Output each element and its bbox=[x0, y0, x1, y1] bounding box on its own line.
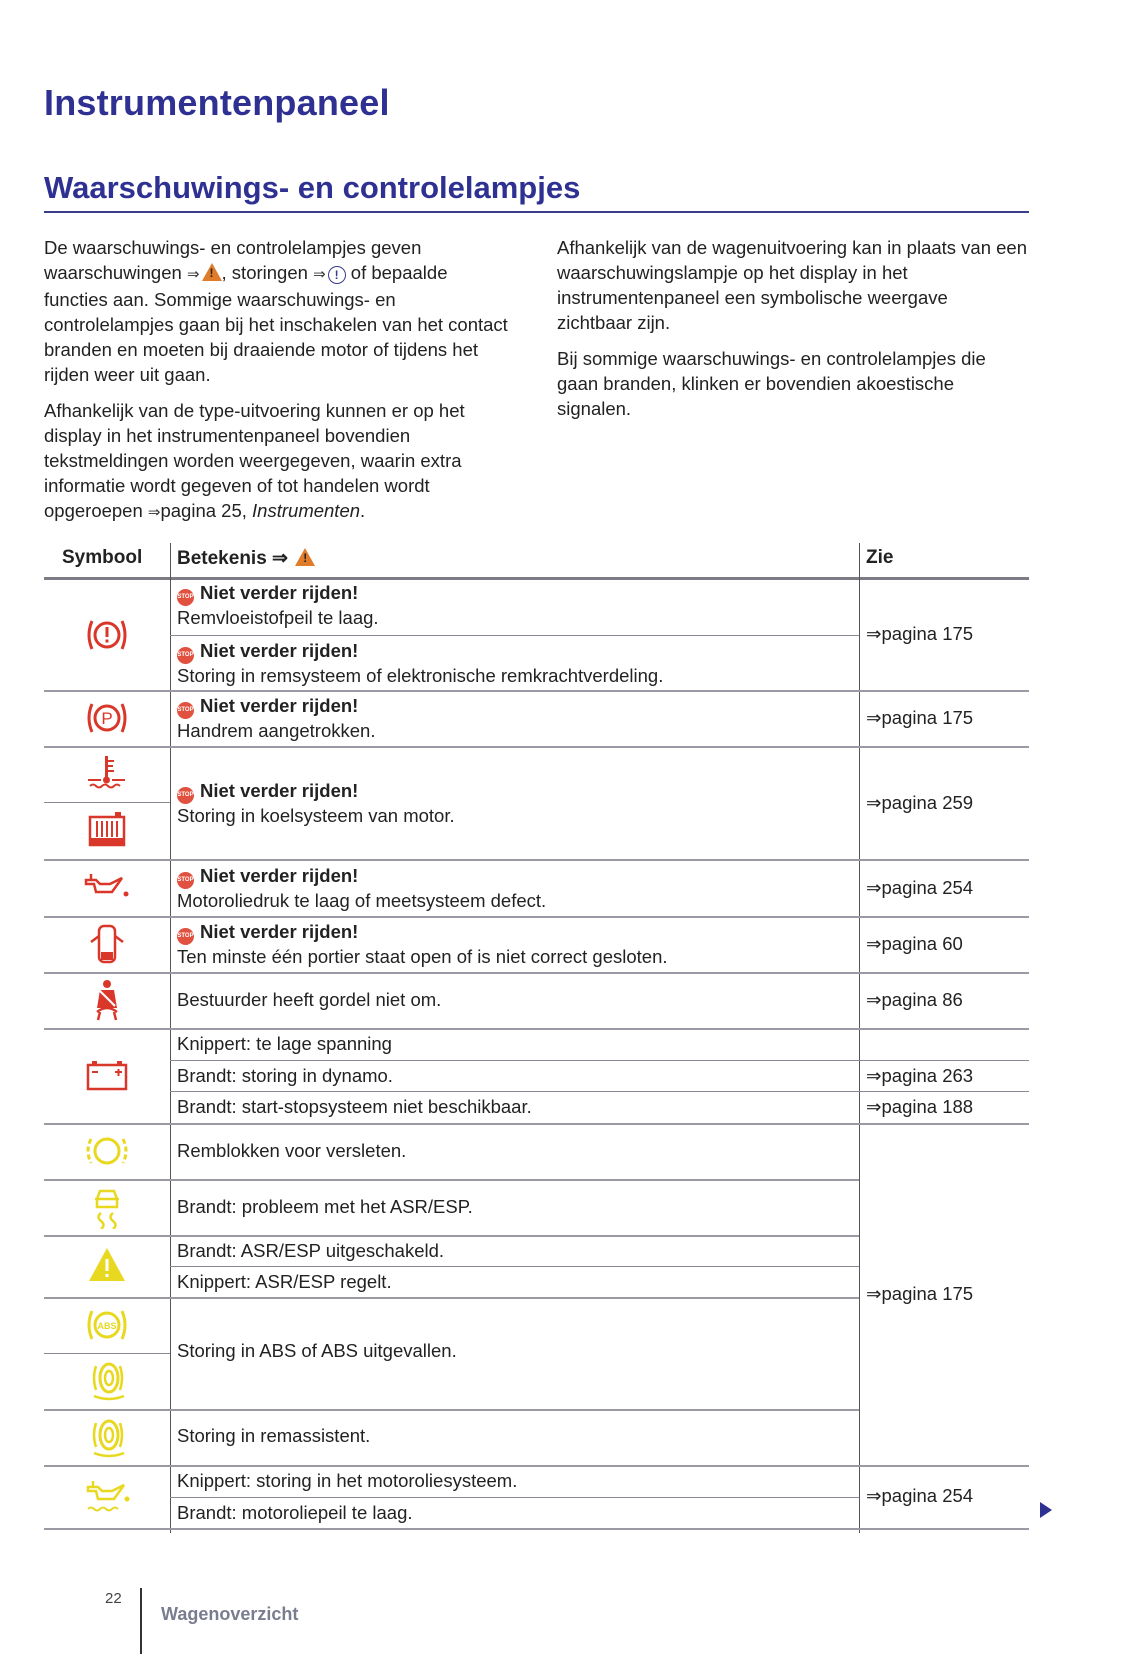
table-row-text: Storing in ABS of ABS uitgevallen. bbox=[177, 1340, 457, 1361]
table-row-text: Brandt: probleem met het ASR/ESP. bbox=[177, 1196, 473, 1217]
row-divider bbox=[44, 802, 170, 803]
chapter-title: Instrumentenpaneel bbox=[44, 82, 390, 123]
row-divider bbox=[170, 1091, 1029, 1092]
table-row-text: Storing in remsysteem of elektronische remkrachtverdeling. bbox=[177, 665, 664, 686]
row-divider bbox=[44, 859, 1029, 861]
coolant-radiator-icon bbox=[82, 808, 132, 852]
stop-icon: STOP bbox=[177, 702, 194, 719]
stop-icon: STOP bbox=[177, 872, 194, 889]
brake-pad-wear-icon bbox=[82, 1129, 132, 1173]
table-row-text: Knippert: storing in het motoroliesysteem. bbox=[177, 1470, 518, 1491]
stop-icon: STOP bbox=[177, 928, 194, 945]
page-reference-link[interactable]: ⇒pagina 60 bbox=[866, 933, 963, 954]
table-row-text: Bestuurder heeft gordel niet om. bbox=[177, 989, 442, 1010]
row-divider bbox=[44, 1235, 859, 1237]
arrow-icon: ⇒ bbox=[186, 266, 200, 283]
intro-right-column bbox=[557, 235, 1027, 432]
table-row-text: Knippert: te lage spanning bbox=[177, 1033, 392, 1054]
brake-assist-icon bbox=[82, 1415, 132, 1459]
row-divider bbox=[44, 1297, 859, 1299]
warning-triangle-icon bbox=[82, 1243, 132, 1287]
parking-brake-icon bbox=[82, 696, 132, 740]
intro-paragraph-2: Afhankelijk van de type-uitvoering kunnen er op het display in het instrumentenpaneel bovendien tekstmeldingen worden weergegeven, waarin extra informatie wordt gegeven of tot handelen wordt opgeroepen ⇒pagina 25, Instrumenten. bbox=[44, 400, 465, 521]
reference-title: Instrumenten bbox=[252, 500, 361, 521]
table-row-text: Remvloeistofpeil te laag. bbox=[177, 607, 379, 628]
table-row-text: Motoroliedruk te laag of meetsysteem defect. bbox=[177, 890, 547, 911]
continued-arrow-icon bbox=[1040, 1502, 1052, 1518]
arrow-icon: ⇒ bbox=[147, 504, 161, 521]
table-row-text: Remblokken voor versleten. bbox=[177, 1140, 407, 1161]
column-header-meaning: Betekenis ⇒ ! bbox=[177, 547, 315, 570]
row-divider bbox=[44, 1465, 1029, 1467]
footer-divider bbox=[140, 1588, 142, 1654]
stop-icon: STOP bbox=[177, 589, 194, 606]
intro-paragraph-4: Bij sommige waarschuwings- en controlelampjes die gaan branden, klinken er bovendien akoestische signalen. bbox=[557, 348, 986, 419]
page-reference-link[interactable]: ⇒pagina 175 bbox=[866, 707, 974, 728]
oil-pressure-icon bbox=[82, 866, 132, 910]
row-divider bbox=[44, 1123, 1029, 1125]
row-divider bbox=[170, 1497, 859, 1498]
table-row-text: Brandt: ASR/ESP uitgeschakeld. bbox=[177, 1240, 445, 1261]
battery-icon bbox=[82, 1053, 132, 1097]
row-divider bbox=[44, 1528, 1029, 1530]
table-row-text: Handrem aangetrokken. bbox=[177, 720, 376, 741]
table-row-title: STOP Niet verder rijden! bbox=[177, 695, 358, 719]
row-divider bbox=[44, 746, 1029, 748]
row-divider bbox=[44, 1179, 859, 1181]
row-divider bbox=[44, 972, 1029, 974]
table-row-title: STOP Niet verder rijden! bbox=[177, 921, 358, 945]
page-number: 22 bbox=[105, 1590, 122, 1607]
row-divider bbox=[44, 1028, 1029, 1030]
section-title: Waarschuwings- en controlelampjes bbox=[44, 170, 581, 205]
page-reference-link[interactable]: ⇒pagina 175 bbox=[866, 623, 974, 644]
abs-icon bbox=[82, 1303, 132, 1347]
coolant-temperature-icon bbox=[82, 751, 132, 795]
table-row-title: STOP Niet verder rijden! bbox=[177, 865, 358, 889]
table-header bbox=[44, 543, 1029, 580]
stop-icon: STOP bbox=[177, 647, 194, 664]
page-reference-link[interactable]: pagina 25, bbox=[160, 500, 253, 521]
table-row-text: Storing in koelsysteem van motor. bbox=[177, 805, 455, 826]
page-reference-link[interactable]: ⇒pagina 188 bbox=[866, 1096, 974, 1117]
arrow-icon: ⇒ bbox=[313, 266, 326, 283]
row-divider bbox=[44, 690, 1029, 692]
svg-text:P: P bbox=[101, 709, 113, 728]
table-row-text: Knippert: ASR/ESP regelt. bbox=[177, 1271, 392, 1292]
door-open-icon bbox=[82, 922, 132, 966]
column-header-symbol: Symbool bbox=[62, 547, 143, 568]
brake-warning-icon bbox=[82, 613, 132, 657]
intro-paragraph-3: Afhankelijk van de wagenuitvoering kan in plaats van een waarschuwingslampje op het display in het instrumentenpaneel een symbolische weergave zichtbaar zijn. bbox=[557, 237, 1028, 333]
svg-text:ABS: ABS bbox=[97, 1321, 117, 1331]
table-row-text: Storing in remassistent. bbox=[177, 1425, 371, 1446]
row-divider bbox=[44, 1353, 170, 1354]
table-row-text: Ten minste één portier staat open of is niet correct gesloten. bbox=[177, 946, 668, 967]
row-divider bbox=[44, 916, 1029, 918]
esc-skid-icon bbox=[82, 1185, 132, 1229]
page-reference-link[interactable]: ⇒pagina 86 bbox=[866, 989, 963, 1010]
page-reference-link[interactable]: ⇒pagina 254 bbox=[866, 1485, 974, 1506]
footer-section-title: Wagenoverzicht bbox=[161, 1604, 299, 1624]
info-circle-icon: ! bbox=[328, 266, 346, 284]
table-row-title: STOP Niet verder rijden! bbox=[177, 640, 358, 664]
table-row-title: STOP Niet verder rijden! bbox=[177, 582, 358, 606]
warning-triangle-icon bbox=[295, 548, 315, 566]
page-reference-link[interactable]: ⇒pagina 254 bbox=[866, 877, 974, 898]
warning-triangle-icon bbox=[202, 263, 222, 281]
row-divider bbox=[170, 635, 859, 636]
intro-paragraph-1: De waarschuwings- en controlelampjes geven waarschuwingen ⇒ ! , storingen ⇒ ! of bepaalde functies aan. Sommige waarschuwings- en controlelampjes gaan bij het inschakelen van het contact branden en moeten bij draaiende motor of tijdens het rijden weer uit gaan. bbox=[44, 235, 514, 387]
row-divider bbox=[170, 1060, 1029, 1061]
brake-system-icon bbox=[82, 1358, 132, 1402]
row-divider bbox=[170, 1266, 859, 1267]
seatbelt-icon bbox=[82, 978, 132, 1022]
page-reference-link[interactable]: ⇒pagina 259 bbox=[866, 792, 974, 813]
column-header-see: Zie bbox=[866, 547, 894, 568]
oil-level-icon bbox=[82, 1475, 132, 1519]
row-divider bbox=[44, 1409, 859, 1411]
page-reference-link[interactable]: ⇒pagina 263 bbox=[866, 1065, 974, 1086]
table-row-text: Brandt: motoroliepeil te laag. bbox=[177, 1502, 413, 1523]
table-row-text: Brandt: storing in dynamo. bbox=[177, 1065, 393, 1086]
table-row-text: Brandt: start-stopsysteem niet beschikbaar. bbox=[177, 1096, 532, 1117]
page-reference-link[interactable]: ⇒pagina 175 bbox=[866, 1283, 974, 1304]
stop-icon: STOP bbox=[177, 787, 194, 804]
section-divider bbox=[44, 211, 1029, 213]
intro-left-column bbox=[44, 235, 514, 536]
table-row-title: STOP Niet verder rijden! bbox=[177, 780, 358, 804]
